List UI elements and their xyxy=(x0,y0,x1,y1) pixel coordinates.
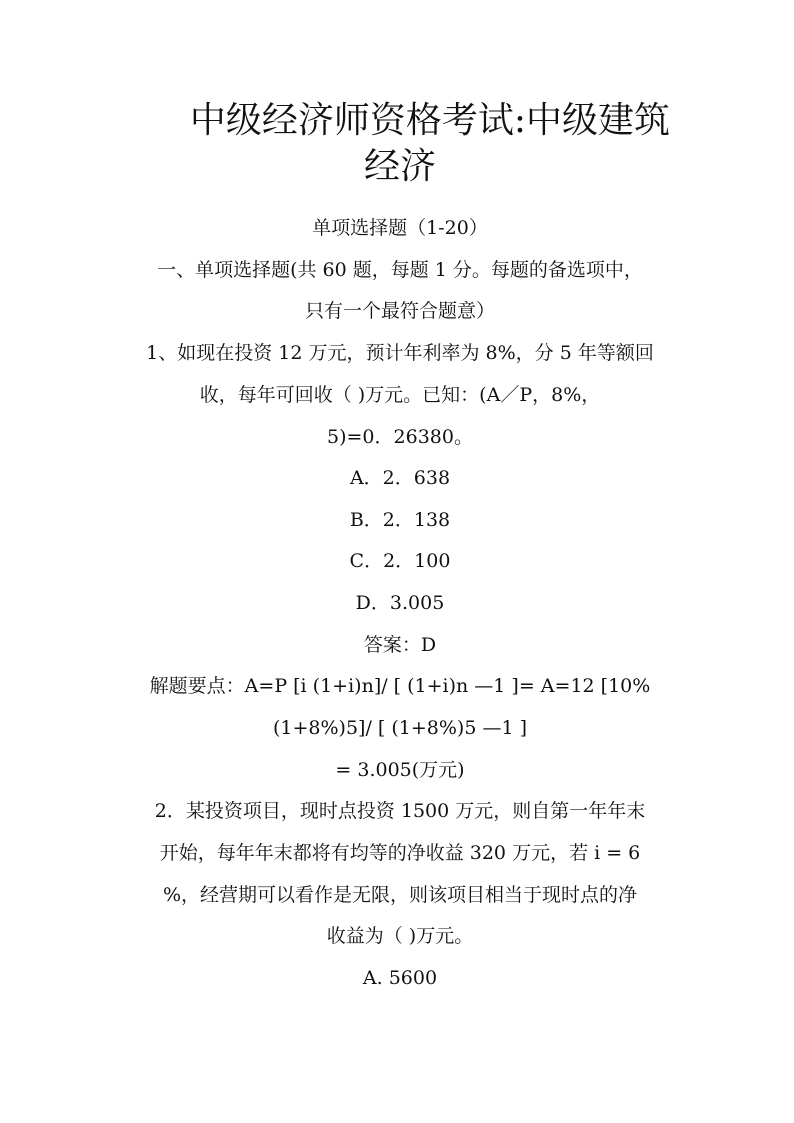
question-1-line-3: 5)=0．26380。 xyxy=(327,426,473,448)
question-1-line-2: 收，每年可回收（ )万元。已知：(A／P，8%， xyxy=(199,384,601,406)
section-heading: 单项选择题（1-20） xyxy=(312,217,488,239)
option-b: B．2．138 xyxy=(349,509,451,531)
question-2-line-1: 2．某投资项目，现时点投资 1500 万元，则自第一年年末 xyxy=(154,800,646,822)
option-a: A．2．638 xyxy=(349,467,451,489)
document-title-line1: 中级经济师资格考试:中级建筑 xyxy=(189,100,671,141)
question-2-line-2: 开始，每年年末都将有均等的净收益 320 万元，若 i = 6 xyxy=(159,842,641,864)
answer-line: 答案：D xyxy=(363,634,437,656)
question-2-option-a: A. 5600 xyxy=(362,967,438,989)
option-d: D．3.005 xyxy=(355,592,445,614)
solution-line-2: (1+8%)5]/ [ (1+8%)5 —1 ] xyxy=(272,717,527,739)
instruction-line-2: 只有一个最符合题意） xyxy=(304,300,495,322)
question-2-line-3: %，经营期可以看作是无限，则该项目相当于现时点的净 xyxy=(162,884,638,906)
question-2-line-4: 收益为（ )万元。 xyxy=(326,925,474,947)
instruction-line-1: 一、单项选择题(共 60 题，每题 1 分。每题的备选项中， xyxy=(157,259,643,281)
question-1-line-1: 1、如现在投资 12 万元，预计年利率为 8%，分 5 年等额回 xyxy=(146,342,654,364)
solution-line-1: 解题要点：A=P [i (1+i)n]/ [ (1+i)n —1 ]= A=12 [10% xyxy=(149,675,651,697)
document-title-line2: 经济 xyxy=(363,146,436,187)
solution-line-3: = 3.005(万元) xyxy=(335,759,465,781)
option-c: C．2．100 xyxy=(349,550,451,572)
